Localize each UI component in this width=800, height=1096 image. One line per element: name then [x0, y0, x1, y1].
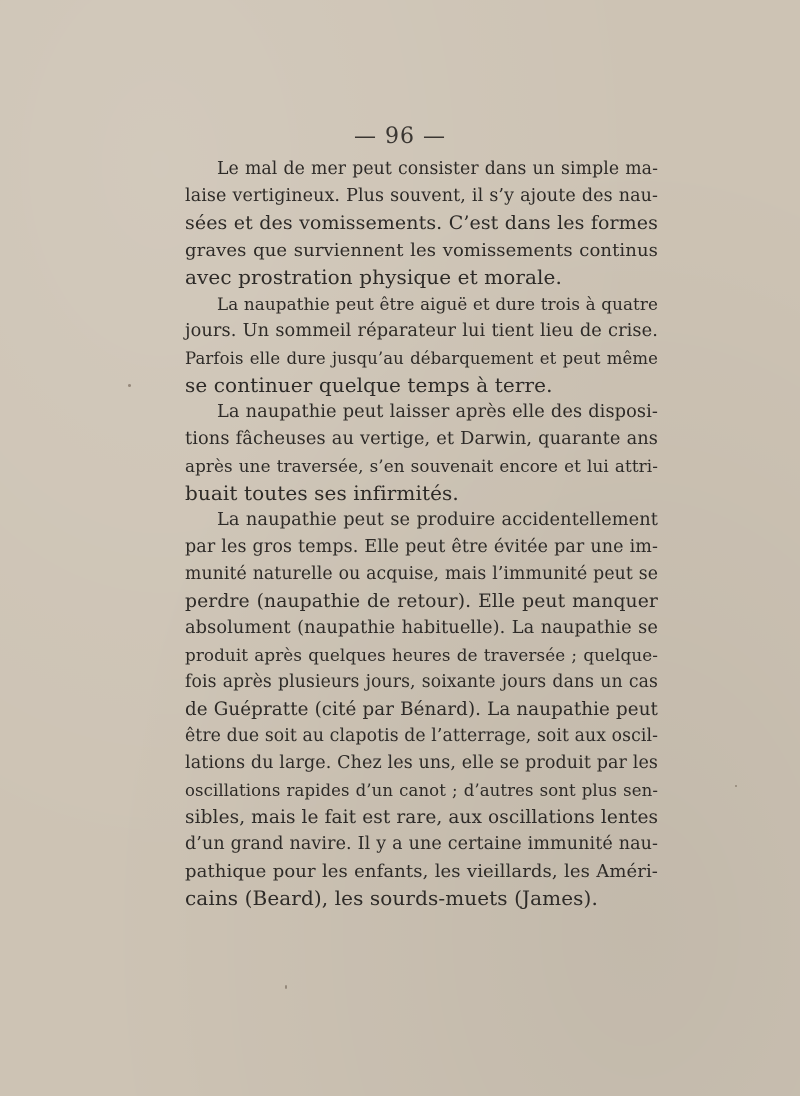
text-line: cains (Beard), les sourds-muets (James). [185, 886, 598, 910]
text-line: produit après quelques heures de traversée ; quelque- [185, 645, 658, 665]
text-line: de Guépratte (cité par Bénard). La naupathie peut [185, 699, 658, 720]
text-line: tions fâcheuses au vertige, et Darwin, quarante ans [185, 429, 658, 449]
text-line: sées et des vomissements. C’est dans les formes [185, 212, 658, 234]
text-line: se continuer quelque temps à terre. [185, 373, 553, 397]
text-line: munité naturelle ou acquise, mais l’immunité peut se [185, 564, 658, 584]
page-number: — 96 — [354, 124, 446, 149]
text-line: avec prostration physique et morale. [185, 265, 562, 289]
text-line: être due soit au clapotis de l’atterrage, soit aux oscil- [185, 726, 658, 746]
text-line: laise vertigineux. Plus souvent, il s’y ajoute des nau- [185, 186, 658, 206]
text-line: perdre (naupathie de retour). Elle peut manquer [185, 591, 658, 612]
paper-speck [285, 985, 287, 989]
text-line: graves que surviennent les vomissements continus [185, 240, 658, 261]
text-line: oscillations rapides d’un canot ; d’autres sont plus sen- [185, 781, 658, 800]
text-line: La naupathie peut se produire accidentellement [217, 510, 658, 530]
text-line: lations du large. Chez les uns, elle se produit par les [185, 753, 658, 773]
text-line: Parfois elle dure jusqu’au débarquement et peut même [185, 349, 658, 368]
paper-speck [128, 384, 131, 387]
text-line: La naupathie peut être aiguë et dure trois à quatre [217, 294, 658, 314]
text-line: sibles, mais le fait est rare, aux oscillations lentes [185, 807, 659, 828]
text-line: absolument (naupathie habituelle). La naupathie se [185, 618, 658, 638]
text-line: pathique pour les enfants, les vieillards, les Améri- [185, 861, 658, 882]
text-line: après une traversée, s’en souvenait encore et lui attri- [185, 456, 658, 476]
text-line: jours. Un sommeil réparateur lui tient lieu de crise. [185, 321, 658, 341]
body-text [185, 156, 658, 912]
text-line: La naupathie peut laisser après elle des disposi- [217, 402, 658, 422]
text-line: fois après plusieurs jours, soixante jours dans un cas [185, 672, 658, 692]
text-line: Le mal de mer peut consister dans un simple ma- [217, 159, 658, 179]
text-line: par les gros temps. Elle peut être évitée par une im- [185, 537, 658, 557]
text-line: d’un grand navire. Il y a une certaine immunité nau- [185, 834, 658, 854]
text-line: buait toutes ses infirmités. [185, 481, 459, 505]
paper-speck [735, 785, 737, 787]
